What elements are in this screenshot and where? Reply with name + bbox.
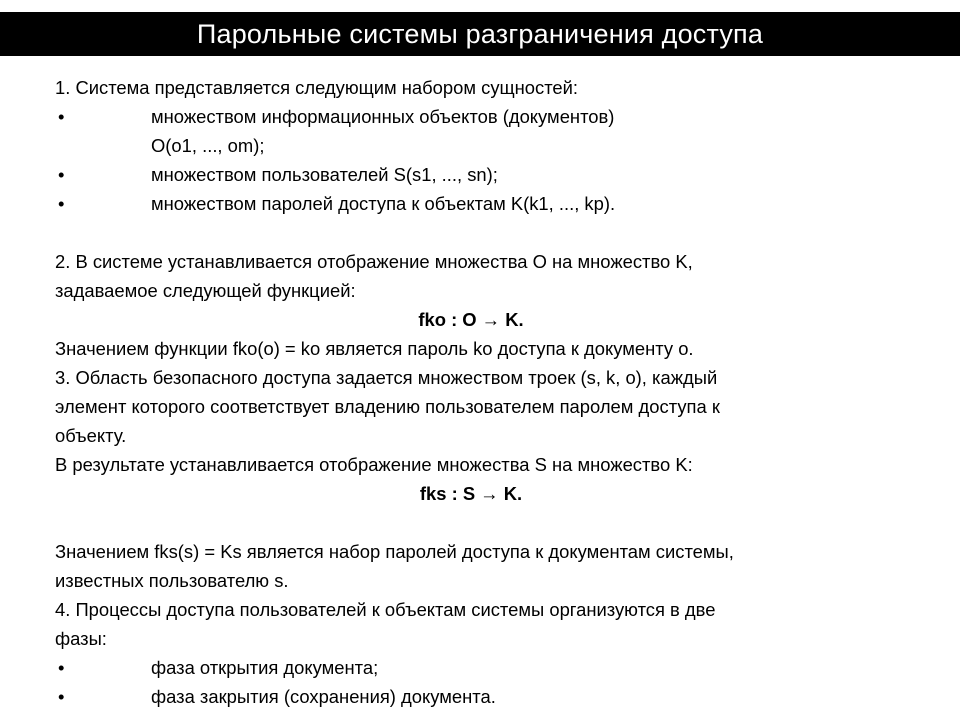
- bullet-icon: •: [58, 657, 65, 678]
- list-item-text: множеством информационных объектов (документов): [151, 106, 615, 127]
- section-3-line: объекту.: [55, 425, 127, 446]
- section-4-line: фазы:: [55, 628, 107, 649]
- spacer: [55, 218, 915, 247]
- list-item-continuation: O(o1, ..., om);: [151, 135, 265, 156]
- section-2-line: 2. В системе устанавливается отображение множества O на множество K,: [55, 251, 693, 272]
- section-1-intro: 1. Система представляется следующим набором сущностей:: [55, 77, 579, 98]
- section-3-line: элемент которого соответствует владению пользователем паролем доступа к: [55, 396, 720, 417]
- list-item: [55, 653, 915, 682]
- list-item: [55, 189, 915, 218]
- list-item-text: фаза закрытия (сохранения) документа.: [151, 686, 496, 707]
- section-3-line: Значением fks(s) = Ks является набор паролей доступа к документам системы,: [55, 541, 734, 562]
- list-item: [55, 102, 915, 131]
- bullet-icon: •: [58, 106, 65, 127]
- formula-fko: fko : O → K.: [418, 309, 524, 330]
- bullet-icon: •: [58, 686, 65, 707]
- bullet-icon: •: [58, 164, 65, 185]
- section-3-line: известных пользователю s.: [55, 570, 289, 591]
- section-4-line: 4. Процессы доступа пользователей к объектам системы организуются в две: [55, 599, 716, 620]
- list-item-text: множеством паролей доступа к объектам K(k1, ..., kp).: [151, 193, 616, 214]
- slide-title: Парольные системы разграничения доступа: [0, 12, 960, 56]
- list-item: [55, 160, 915, 189]
- list-item-text: фаза открытия документа;: [151, 657, 379, 678]
- section-2-line: задаваемое следующей функцией:: [55, 280, 356, 301]
- formula-fks: fks : S → K.: [419, 483, 523, 504]
- section-3-line: 3. Область безопасного доступа задается множеством троек (s, k, o), каждый: [55, 367, 718, 388]
- list-item: [55, 682, 915, 711]
- list-item-text: множеством пользователей S(s1, ..., sn);: [151, 164, 498, 185]
- bullet-icon: •: [58, 193, 65, 214]
- spacer: [55, 508, 915, 537]
- section-2-line: Значением функции fko(o) = ko является пароль ko доступа к документу o.: [55, 338, 694, 359]
- section-3-line: В результате устанавливается отображение множества S на множество K:: [55, 454, 693, 475]
- slide-body: [55, 73, 915, 711]
